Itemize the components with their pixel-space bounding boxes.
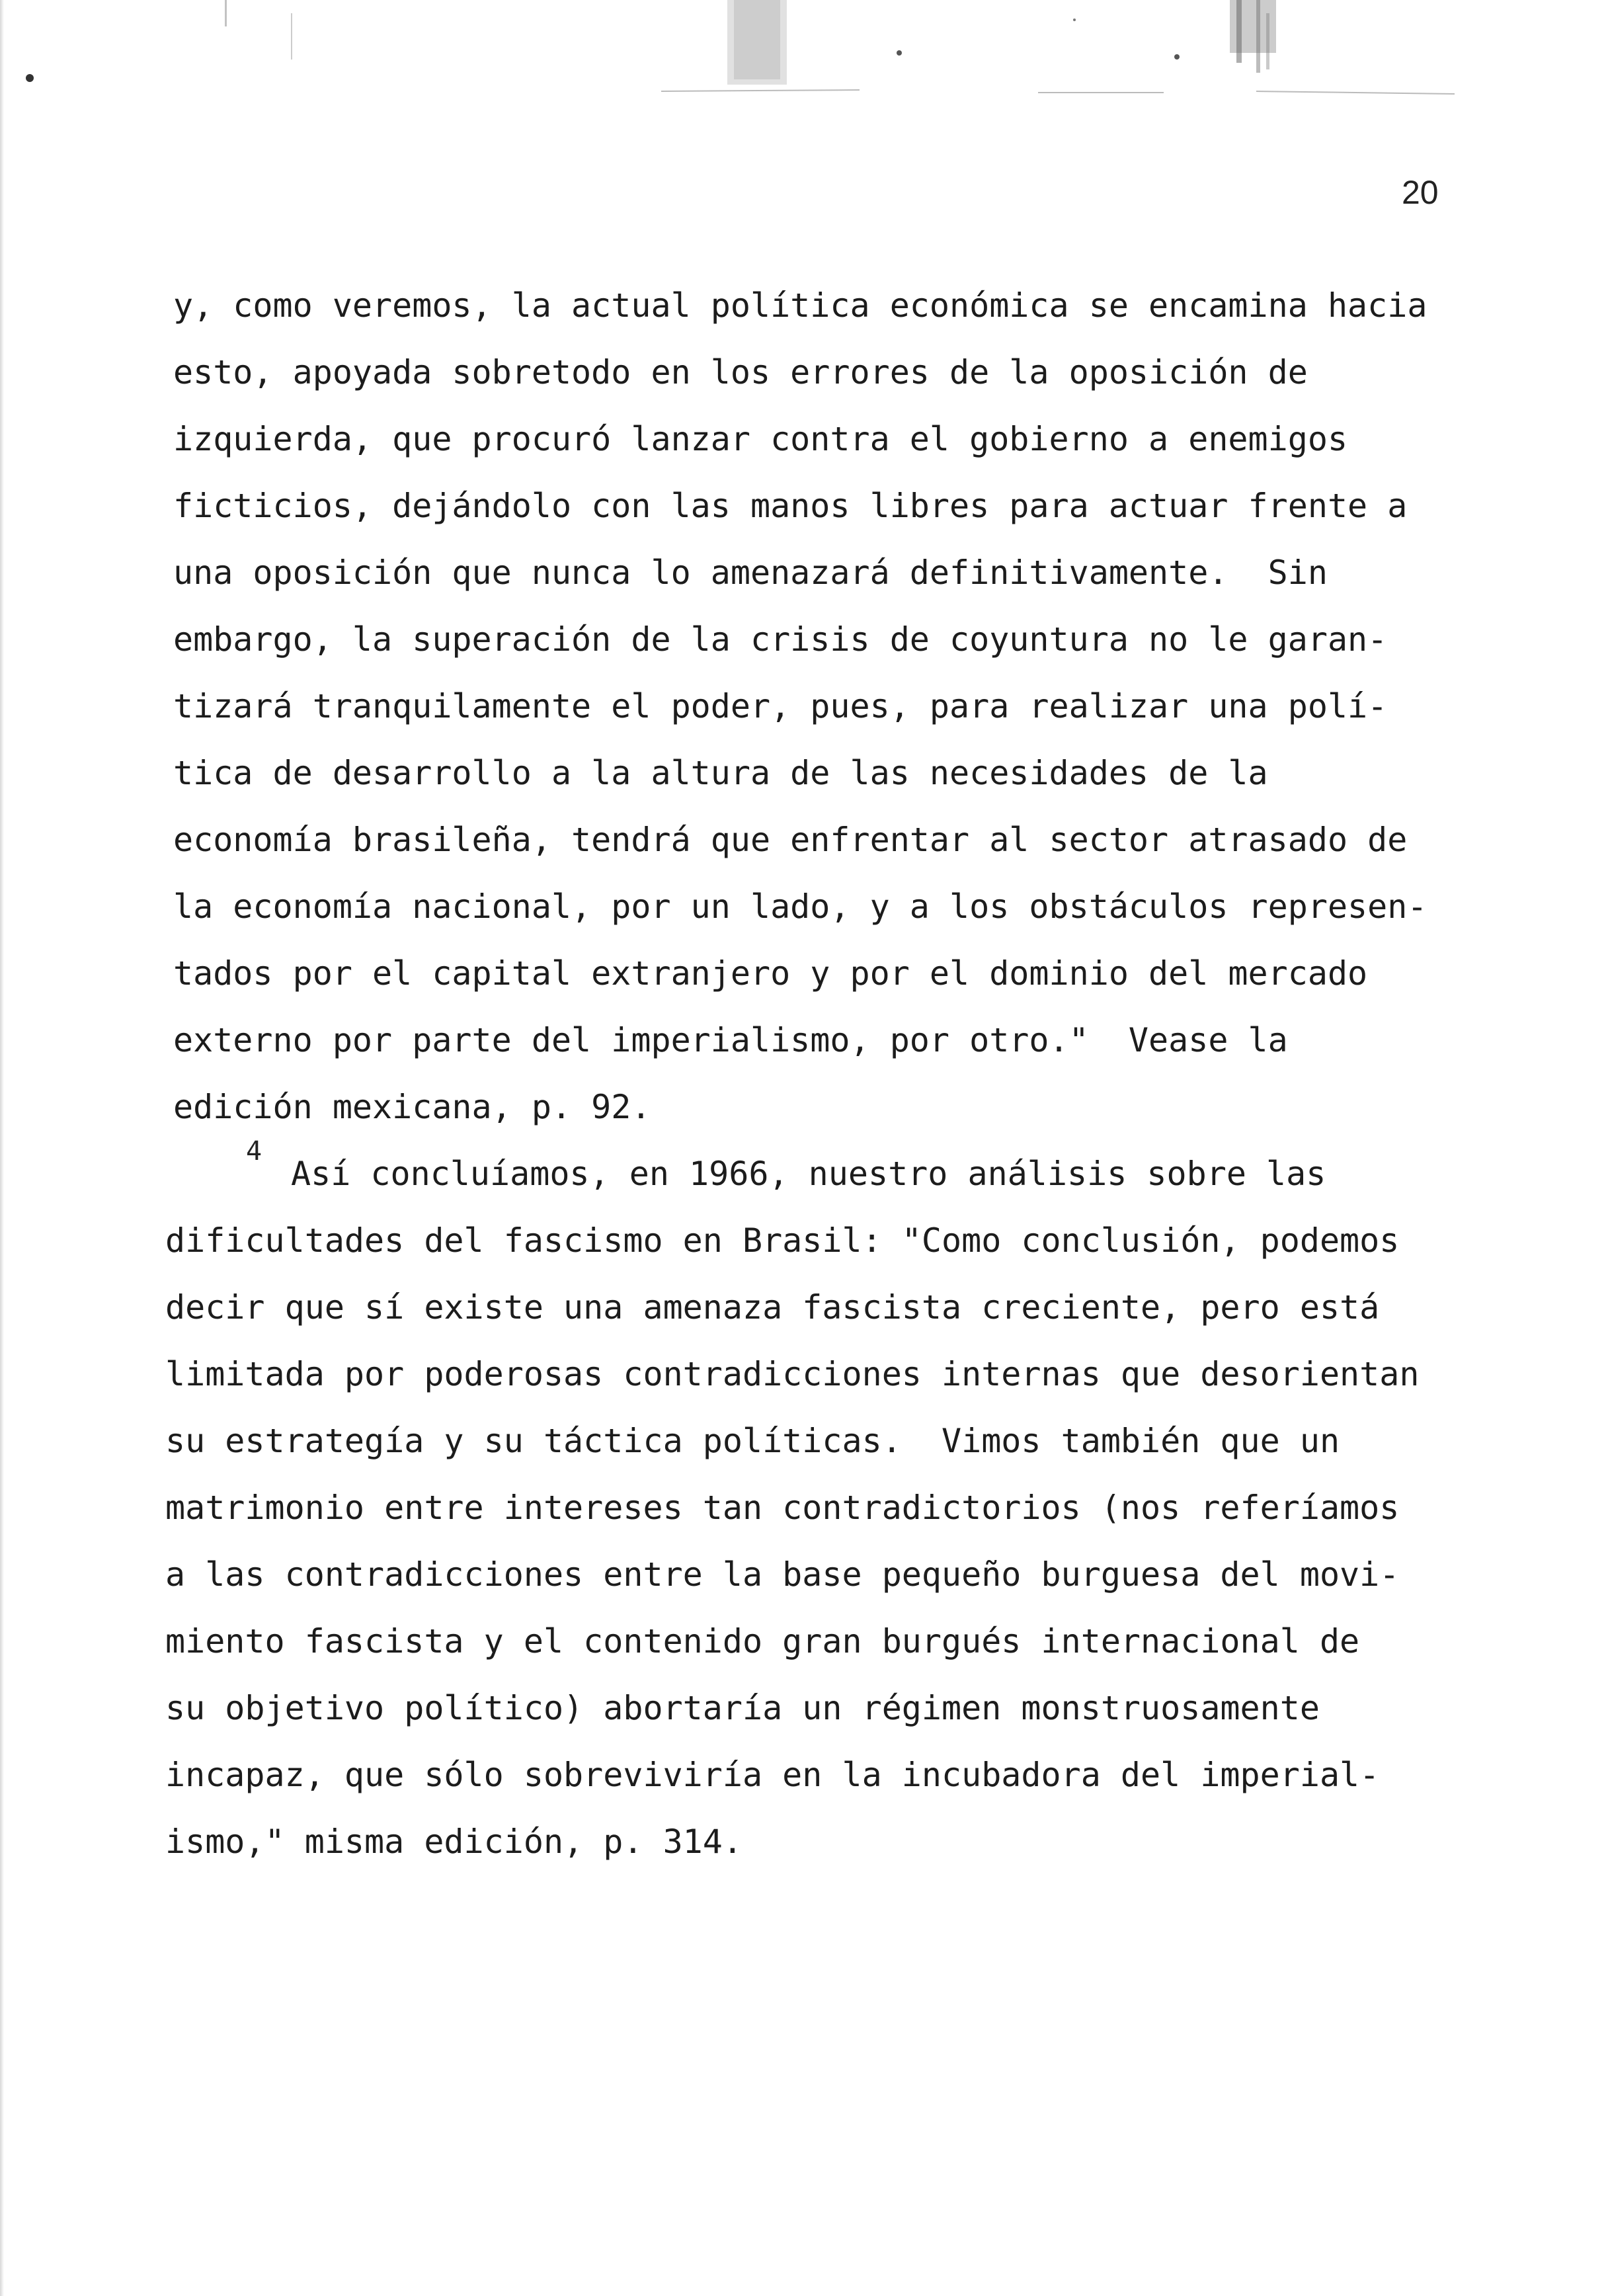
footnote-line: su estrategía y su táctica políticas. Vimos también que un [165, 1422, 1340, 1460]
footnote-line: miento fascista y el contenido gran burgués internacional de [165, 1622, 1360, 1660]
text-line: una oposición que nunca lo amenazará definitivamente. Sin [173, 554, 1328, 592]
text-line: tizará tranquilamente el poder, pues, para realizar una polí- [173, 687, 1388, 725]
text-line: tados por el capital extranjero y por el dominio del mercado [173, 954, 1368, 993]
text-line: la economía nacional, por un lado, y a los obstáculos represen- [173, 887, 1427, 926]
scan-edge [0, 0, 4, 2296]
text-line: y, como veremos, la actual política económica se encamina hacia [173, 286, 1427, 325]
page-number: 20 [1402, 174, 1439, 211]
footnote-line: decir que sí existe una amenaza fascista creciente, pero está [165, 1288, 1380, 1327]
text-line: ficticios, dejándolo con las manos libres para actuar frente a [173, 487, 1408, 525]
text-line: externo por parte del imperialismo, por otro." Vease la [173, 1021, 1288, 1059]
footnote-line: ismo," misma edición, p. 314. [165, 1823, 743, 1861]
text-line: izquierda, que procuró lanzar contra el gobierno a enemigos [173, 420, 1348, 458]
text-line: tica de desarrollo a la altura de las necesidades de la [173, 754, 1268, 792]
text-line: edición mexicana, p. 92. [173, 1088, 651, 1126]
footnote-line: a las contradicciones entre la base pequeño burguesa del movi- [165, 1555, 1400, 1594]
footnote-marker: 4 [246, 1136, 262, 1167]
scan-artifacts [0, 0, 1608, 99]
text-line: esto, apoyada sobretodo en los errores de la oposición de [173, 353, 1308, 391]
footnote-line: limitada por poderosas contradicciones internas que desorientan [165, 1355, 1420, 1393]
footnote-line: matrimonio entre intereses tan contradictorios (nos referíamos [165, 1489, 1400, 1527]
footnote-line: su objetivo político) abortaría un régimen monstruosamente [165, 1689, 1320, 1727]
footnote-line: Así concluíamos, en 1966, nuestro análisis sobre las [291, 1155, 1326, 1193]
footnote-line: dificultades del fascismo en Brasil: "Como conclusión, podemos [165, 1221, 1400, 1260]
footnote-line: incapaz, que sólo sobreviviría en la incubadora del imperial- [165, 1756, 1380, 1794]
text-line: economía brasileña, tendrá que enfrentar al sector atrasado de [173, 821, 1408, 859]
text-line: embargo, la superación de la crisis de coyuntura no le garan- [173, 620, 1388, 659]
